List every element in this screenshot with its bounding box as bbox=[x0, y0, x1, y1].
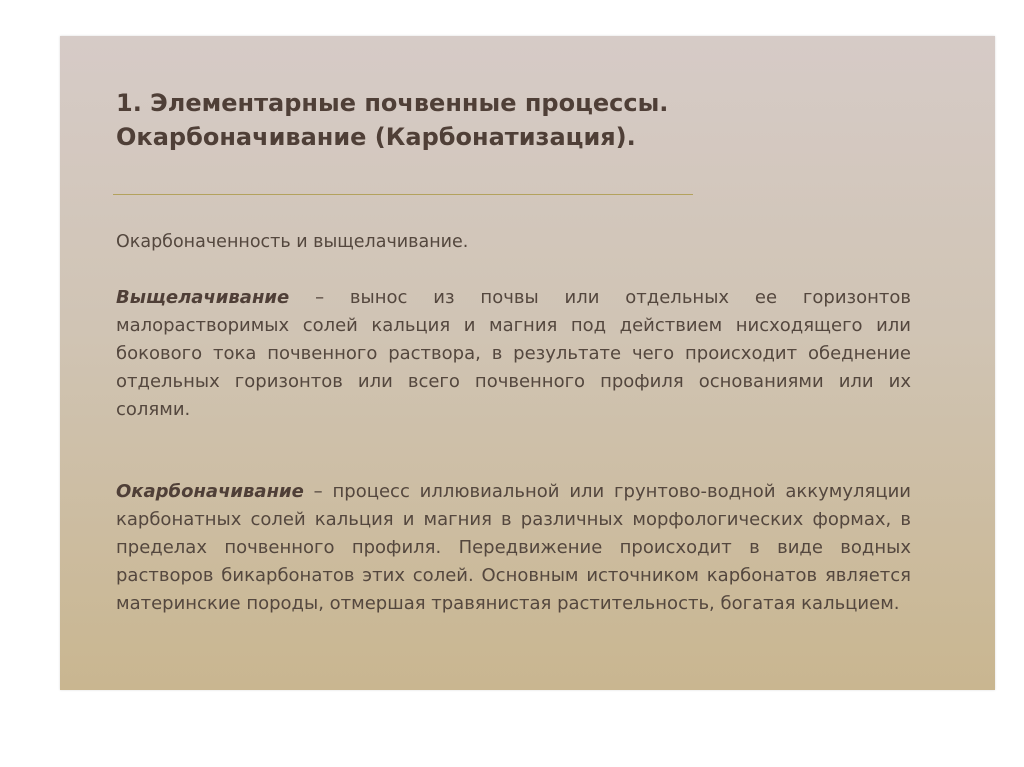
slide-title-line-1: 1. Элементарные почвенные процессы. bbox=[116, 89, 669, 117]
paragraph-leaching bbox=[116, 284, 911, 424]
definition-leaching: – вынос из почвы или отдельных ее горизонтов малорастворимых солей кальция и магния под действием нисходящего или бокового тока почвенного раствора, в результате чего происходит обеднение отдельных горизонтов или всего почвенного профиля основаниями или их солями. bbox=[116, 287, 911, 420]
term-leaching: Выщелачивание bbox=[116, 287, 290, 308]
slide-title bbox=[116, 86, 916, 154]
paragraph-carbonatization bbox=[116, 478, 911, 618]
slide-subtitle: Окарбоначенность и выщелачивание. bbox=[116, 232, 469, 252]
title-divider bbox=[113, 194, 693, 195]
slide bbox=[60, 36, 995, 690]
term-carbonatization: Окарбоначивание bbox=[116, 481, 304, 502]
definition-carbonatization: – процесс иллювиальной или грунтово-водной аккумуляции карбонатных солей кальция и магния в различных морфологических формах, в пределах почвенного профиля. Передвижение происходит в виде водных растворов бикарбонатов этих солей. Основным источником карбонатов является материнские породы, отмершая травянистая растительность, богатая кальцием. bbox=[116, 481, 911, 614]
slide-title-line-2: Окарбоначивание (Карбонатизация). bbox=[116, 123, 636, 151]
